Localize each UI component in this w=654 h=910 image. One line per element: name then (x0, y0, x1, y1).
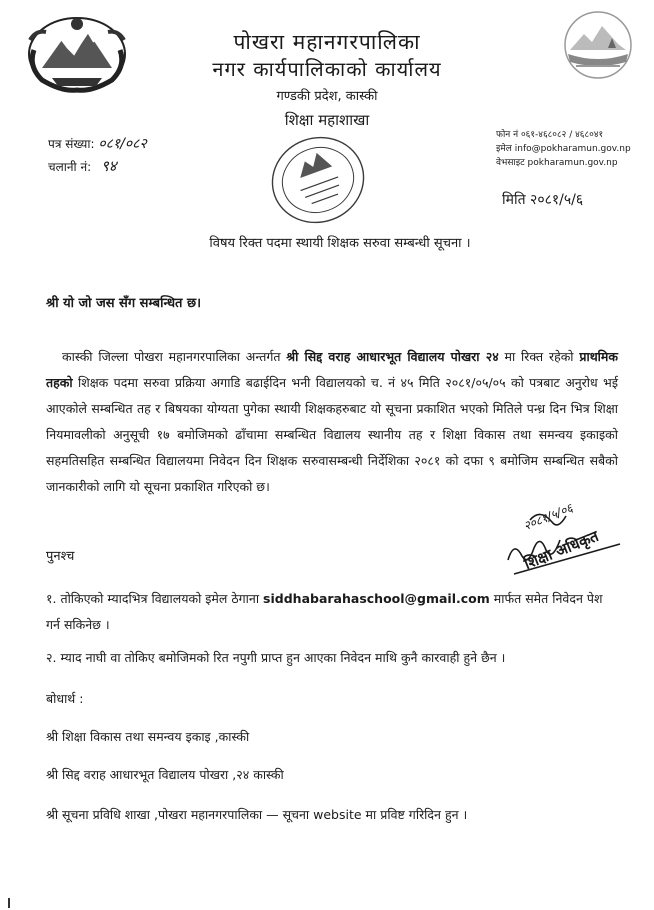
cc-label: बोधार्थ : (46, 691, 84, 706)
website-line: वेभसाइट pokharamun.gov.np (496, 158, 618, 168)
email-line: इमेल info@pokharamun.gov.np (496, 144, 631, 154)
cc-item: श्री शिक्षा विकास तथा समन्वय इकाइ ,कास्की (46, 729, 250, 744)
signature-designation: शिक्षा अधिकृत (521, 526, 602, 574)
body-intro: कास्की जिल्ला पोखरा महानगरपालिका अन्तर्गत (62, 349, 287, 364)
letter-number-label: पत्र संख्या: (48, 137, 95, 151)
section-name: शिक्षा महाशाखा (284, 111, 370, 129)
school-email: siddhabarahaschool@gmail.com (263, 591, 490, 606)
notice-subject: विषय रिक्त पदमा स्थायी शिक्षक सरुवा सम्बन्धी सूचना । (209, 236, 471, 251)
postscript-item-1 (46, 586, 618, 638)
dispatch-number-value: ९४ (100, 157, 117, 175)
office-name: नगर कार्यपालिकाको कार्यालय (212, 57, 442, 81)
nepal-emblem-icon (22, 10, 132, 96)
letter-number (48, 134, 147, 153)
signature-date: २०८१/५/०६ (521, 500, 575, 534)
province-line: गण्डकी प्रदेश, कास्की (276, 89, 378, 104)
cc-item: श्री सूचना प्रविधि शाखा ,पोखरा महानगरपालिका — सूचना website मा प्रविष्ट गरिदिन हुन । (46, 807, 468, 822)
notice-body (46, 344, 618, 500)
dispatch-number (48, 156, 117, 176)
salutation: श्री यो जो जस सँग सम्बन्धित छ। (46, 296, 202, 311)
postscript-label: पुनश्च (46, 549, 75, 564)
postscript-item-2: २. म्याद नाघी वा तोकिए बमोजिमको रित नपुगी प्राप्त हुन आएका निवेदन माथि कुनै कारवाही हुने छैन । (46, 650, 506, 665)
school-name: श्री सिद्द वराह आधारभूत विद्यालय पोखरा २४ (286, 349, 499, 364)
level-name: प्राथमिक तहको (46, 349, 618, 390)
body-main: शिक्षक पदमा सरुवा प्रक्रिया अगाडि बढाईदिन भनी विद्यालयको च. नं ४५ मिति २०८१/०५/०५ को पत्रबाट अनुरोध भई आएकोले सम्बन्धित तह र बिषयका योग्यता पुगेका स्थायी शिक्षकहरुबाट यो सूचना प्रकाशित भएको मितिले पन्ध्र दिन भित्र शिक्षा नियमावलीको अनुसूची १७ बमोजिमको ढाँचामा सम्बन्धित विद्यालय स्थानीय तह र शिक्षा विकास तथा समन्वय इकाइको सहमतिसहित सम्बन्धित विद्यालयमा निवेदन दिन शिक्षक सरुवासम्बन्धी निर्देशिका २०८१ को दफा ९ बमोजिम सम्बन्धित सबैको जानकारीको लागि यो सूचना प्रकाशित गरिएको छ। (46, 375, 618, 494)
postscript-item-1-tail: मार्फत समेत निवेदन पेश गर्न सकिनेछ । (46, 591, 603, 632)
contact-block (496, 128, 652, 170)
municipality-name: पोखरा महानगरपालिका (233, 30, 421, 54)
cc-item: श्री सिद्द वराह आधारभूत विद्यालय पोखरा ,२४ कास्की (46, 767, 284, 782)
pokhara-logo-icon (556, 8, 640, 82)
body-vacancy: मा रिक्त रहेको (498, 349, 580, 364)
postscript-item-1-text: १. तोकिएको म्यादभित्र विद्यालयको इमेल ठेगाना (46, 591, 264, 606)
office-stamp-icon (268, 132, 368, 228)
notice-date: मिति २०८१/५/६ (502, 192, 584, 208)
letter-number-value: ०८१/०८२ (98, 136, 147, 152)
dispatch-number-label: चलानी नं: (48, 160, 92, 174)
scan-mark (8, 898, 10, 908)
phone-line: फोन नं ०६१-४६८०८२ / ४६८०४१ (496, 130, 604, 140)
